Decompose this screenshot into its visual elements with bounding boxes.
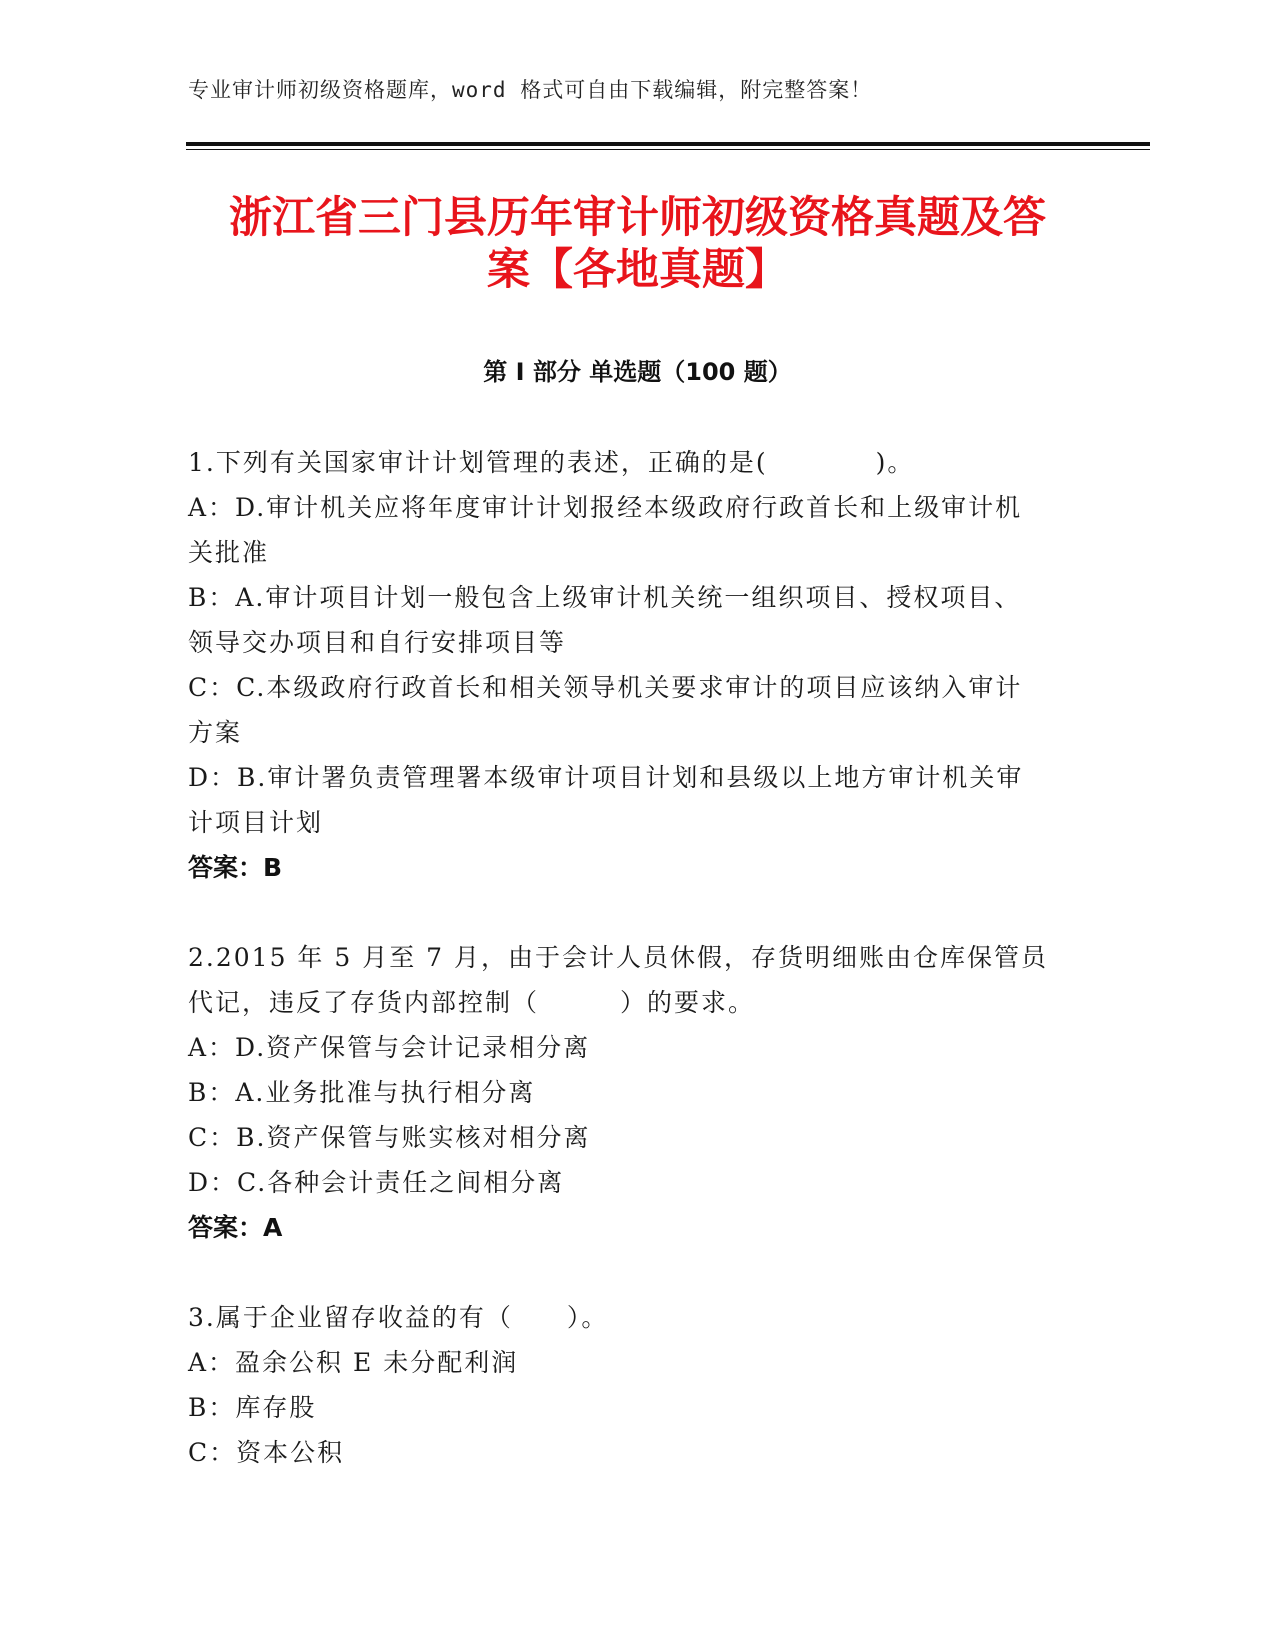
header-rule-thin — [186, 149, 1150, 150]
title-line-1: 浙江省三门县历年审计师初级资格真题及答 — [229, 193, 1046, 243]
question-line: D：C.各种会计责任之间相分离 — [188, 1168, 565, 1197]
question-line: B：库存股 — [188, 1393, 317, 1422]
question-line: B：A.审计项目计划一般包含上级审计机关统一组织项目、授权项目、 — [188, 583, 1022, 612]
question-line: B：A.业务批准与执行相分离 — [188, 1078, 536, 1107]
question-line: 计项目计划 — [188, 808, 324, 837]
question-line: C：资本公积 — [188, 1438, 345, 1467]
header-note: 专业审计师初级资格题库，word 格式可自由下载编辑，附完整答案！ — [188, 78, 873, 102]
answer-text: 答案：A — [188, 1213, 283, 1242]
question-line: C：C.本级政府行政首长和相关领导机关要求审计的项目应该纳入审计 — [188, 673, 1023, 702]
question-stem: 1.下列有关国家审计计划管理的表述，正确的是( )。 — [188, 448, 915, 477]
title-line-2: 案【各地真题】 — [487, 245, 788, 295]
question-line: A：D.资产保管与会计记录相分离 — [188, 1033, 591, 1062]
section-title: 第 I 部分 单选题（100 题） — [483, 358, 792, 386]
question-stem: 3.属于企业留存收益的有（ ）。 — [188, 1303, 609, 1332]
question-line: 关批准 — [188, 538, 270, 567]
question-line: 代记，违反了存货内部控制（ ）的要求。 — [188, 988, 756, 1017]
header-rule-thick — [186, 142, 1150, 146]
question-line: A：盈余公积 E 未分配利润 — [188, 1348, 519, 1377]
question-block — [188, 935, 1078, 1250]
question-block — [188, 1295, 1078, 1475]
question-stem: 2.2015 年 5 月至 7 月，由于会计人员休假，存货明细账由仓库保管员 — [188, 943, 1049, 972]
question-list — [188, 440, 1078, 1520]
document-title — [160, 192, 1115, 296]
question-line: C：B.资产保管与账实核对相分离 — [188, 1123, 591, 1152]
question-block — [188, 440, 1078, 890]
question-line: A：D.审计机关应将年度审计计划报经本级政府行政首长和上级审计机 — [188, 493, 1023, 522]
answer-text: 答案：B — [188, 853, 283, 882]
question-line: D：B.审计署负责管理署本级审计项目计划和县级以上地方审计机关审 — [188, 763, 1024, 792]
question-line: 领导交办项目和自行安排项目等 — [188, 628, 567, 657]
question-line: 方案 — [188, 718, 243, 747]
